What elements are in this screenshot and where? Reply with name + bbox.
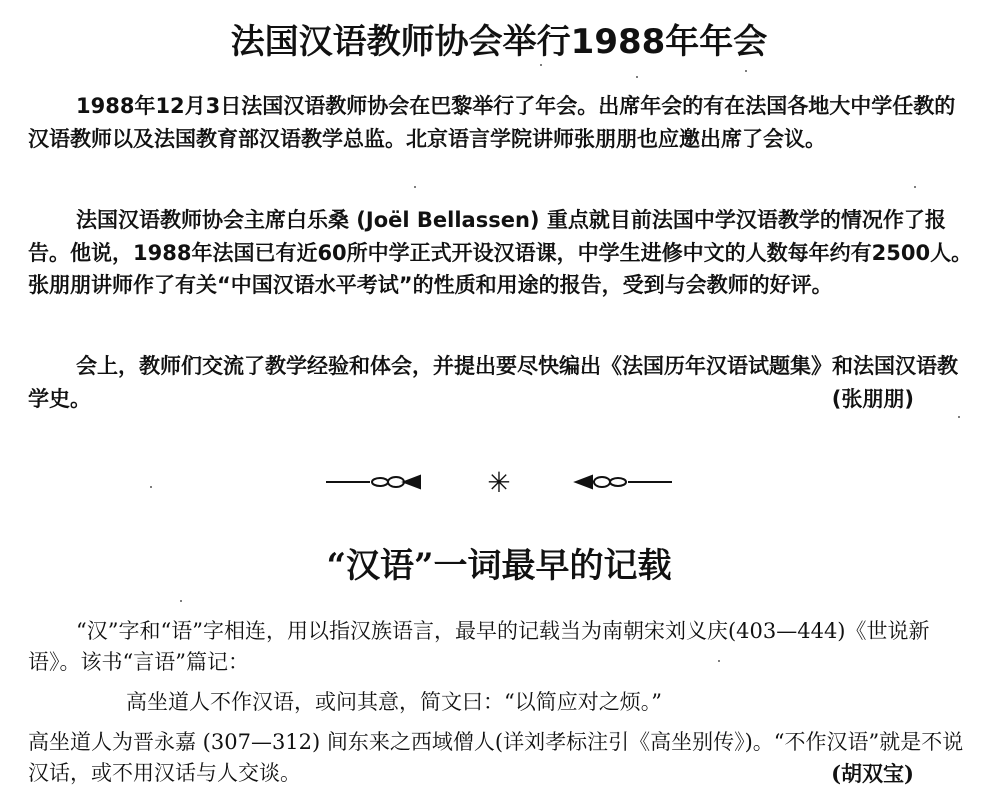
article-paragraph-1: 1988年12月3日法国汉语教师协会在巴黎举行了年会。出席年会的有在法国各地大中学任教的汉语教师以及法国教育部汉语教学总监。北京语言学院讲师张朋朋也应邀出席了会议。 xyxy=(28,94,956,151)
article-2-paragraph-2 xyxy=(28,727,974,789)
article-2-paragraph-2-text: 高坐道人为晋永嘉 (307—312) 间东来之西域僧人(详刘孝标注引《高坐别传》)。“不作汉语”就是不说汉话，或不用汉话与人交谈。 xyxy=(28,730,964,785)
article-paragraph-3 xyxy=(28,350,974,415)
article-paragraph-2: 法国汉语教师协会主席白乐桑 (Joël Bellassen) 重点就目前法国中学汉语教学的情况作了报告。他说，1988年法国已有近60所中学正式开设汉语课，中学生进修中文的人数每年约有2500人。张朋朋讲师作了有关“中国汉语水平考试”的性质和用途的报告，受到与会教师的好评。 xyxy=(28,208,973,297)
scan-speck xyxy=(718,660,720,662)
scan-speck xyxy=(636,76,638,78)
article-title: 法国汉语教师协会举行1988年年会 xyxy=(230,22,768,62)
scan-speck xyxy=(914,186,916,188)
left-ornament xyxy=(326,476,420,488)
paragraph-3-text: 会上，教师们交流了教学经验和体会，并提出要尽快编出《法国历年汉语试题集》和法国汉语教学史。 xyxy=(28,354,958,411)
author-byline: (张朋朋) xyxy=(831,386,914,411)
scan-speck xyxy=(958,416,960,418)
article-2-title: “汉语”一词最早的记载 xyxy=(326,546,672,586)
author-byline-2: (胡双宝) xyxy=(831,761,914,786)
scan-speck xyxy=(414,186,416,188)
scan-speck xyxy=(745,70,747,72)
article-2-paragraph-1: “汉”字和“语”字相连，用以指汉族语言，最早的记载当为南朝宋刘义庆(403—444)《世说新语》。该书“言语”篇记： xyxy=(28,619,930,674)
right-ornament xyxy=(576,476,672,488)
scan-speck xyxy=(540,64,542,66)
article-2-quote: 高坐道人不作汉语，或问其意，简文曰：“以简应对之烦。” xyxy=(126,690,662,714)
scan-speck xyxy=(180,600,182,602)
divider-star-icon: ✳ xyxy=(487,466,511,499)
scan-speck xyxy=(150,486,152,488)
section-divider xyxy=(0,462,998,502)
